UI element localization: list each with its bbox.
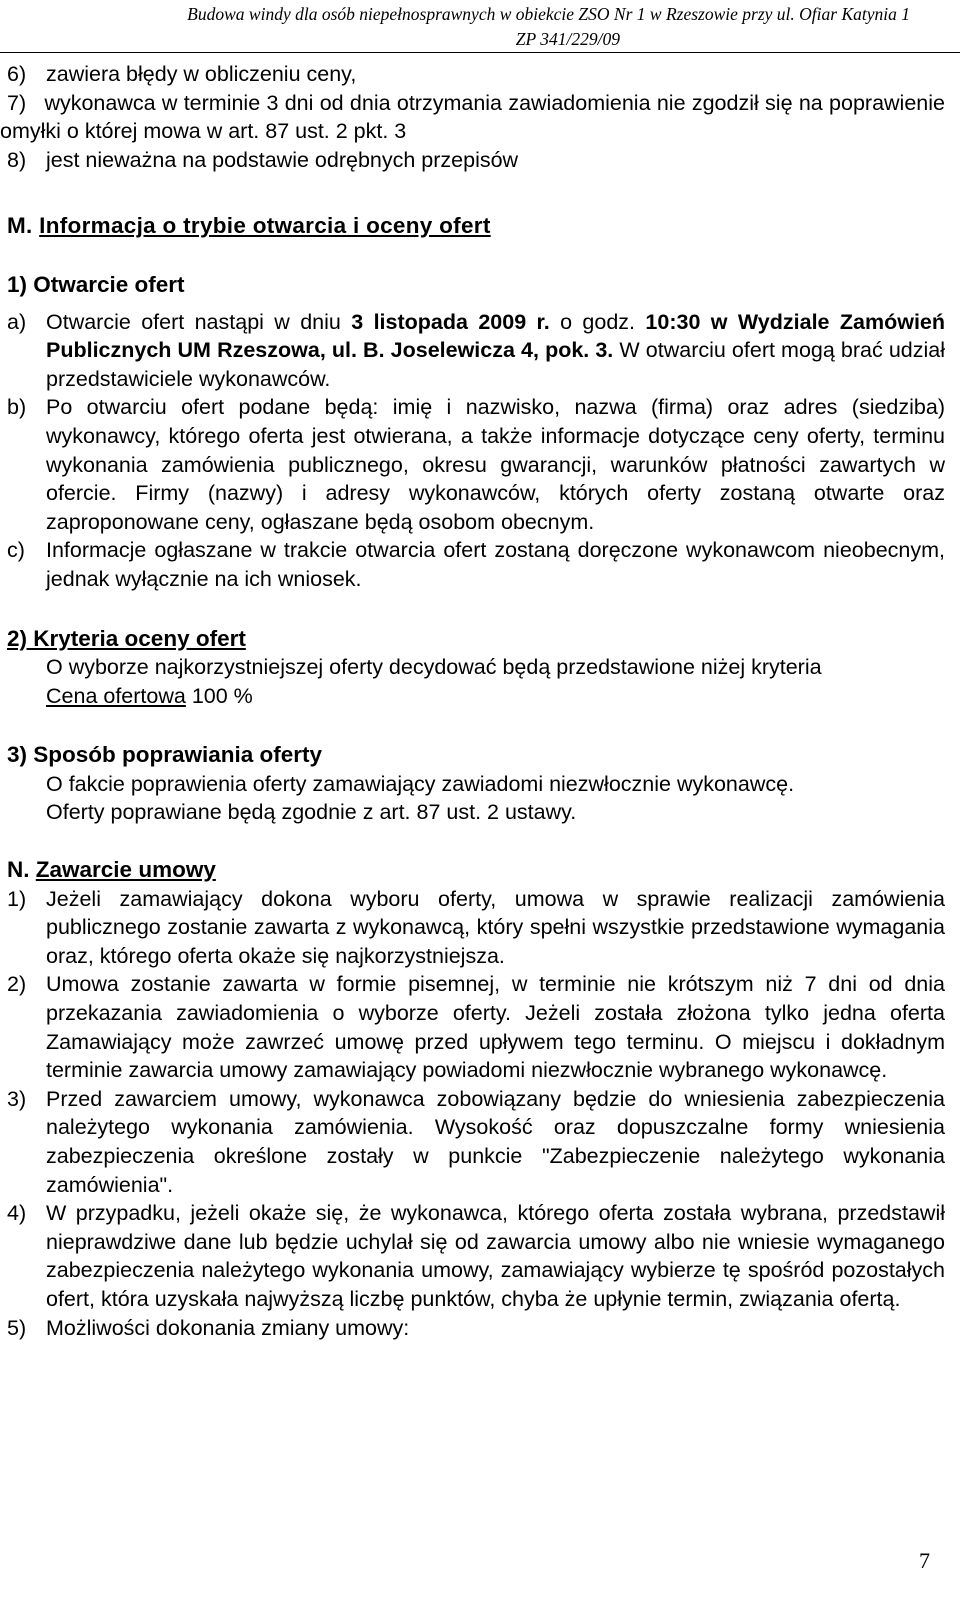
list-item xyxy=(0,1199,945,1313)
section-title: Informacja o trybie otwarcia i oceny ofert xyxy=(39,213,491,239)
header-divider xyxy=(0,52,960,53)
list-item-label: 5) xyxy=(7,1315,27,1340)
list-item xyxy=(0,1314,945,1343)
subsection-3-title: 3) Sposób poprawiania oferty xyxy=(7,742,323,768)
list-item-label: 6) xyxy=(7,62,27,86)
list-item-text: zawiera błędy w obliczeniu ceny, xyxy=(46,62,357,86)
list-item-label: 7) xyxy=(7,90,27,115)
page-number: 7 xyxy=(919,1548,930,1573)
section-title: Zawarcie umowy xyxy=(35,857,216,883)
list-item-text: Umowa zostanie zawarta w formie pisemnej, w terminie nie krótszym niż 7 dni od dnia przekazania zawiadomienia o wyborze oferty. Jeżeli została złożona tylko jedna oferta Zamawiający może zawrzeć umowę przed upływem tego terminu. O miejscu i dokładnym terminie zawarcia umowy zamawiający powiadomi niezwłocznie wybranego wykonawcę. xyxy=(46,972,945,1083)
subsection-2-title-text: 2) Kryteria oceny ofert xyxy=(7,625,246,651)
list-item-label: 1) xyxy=(7,886,27,911)
list-item-label: b) xyxy=(7,395,27,420)
list-item-text: W przypadku, jeżeli okaże się, że wykonawca, którego oferta została wybrana, przedstawił nieprawdziwe dane lub będzie uchylał się od zawarcia umowy albo nie wniesie wymaganego zabezpieczenia należytego wykonania umowy, zamawiający wybierze tę spośród pozostałych ofert, która uzyskała najwyższą liczbę punktów, chyba że upłynie termin, związania ofertą. xyxy=(46,1201,945,1311)
list-item-label: 3) xyxy=(7,1086,27,1111)
correction-line-2: Oferty poprawiane będą zgodnie z art. 87 ust. 2 ustawy. xyxy=(46,800,577,825)
list-item-text: Po otwarciu ofert podane będą: imię i nazwisko, nazwa (firma) oraz adres (siedziba) wykonawcy, którego oferta jest otwierana, a także informacje dotyczące ceny oferty, terminu wykonania zamówienia publicznego, okresu gwarancji, warunków płatności zawartych w ofercie. Firmy (nazwy) i adresy wykonawców, których oferty zostaną otwarte oraz zaproponowane ceny, ogłaszane będą osobom obecnym. xyxy=(46,395,945,534)
list-item-text: Przed zawarciem umowy, wykonawca zobowiązany będzie do wniesienia zabezpieczenia należytego wykonania zamówienia. Wysokość oraz dopuszczalne formy wniesienia zabezpieczenia określone zostały w punkcie "Zabezpieczenie należytego wykonania zamówienia". xyxy=(46,1086,945,1197)
correction-line-1: O fakcie poprawienia oferty zamawiający zawiadomi niezwłocznie wykonawcę. xyxy=(46,771,795,796)
list-item-text: Informacje ogłaszane w trakcie otwarcia ofert zostaną doręczone wykonawcom nieobecnym, jednak wyłącznie na ich wniosek. xyxy=(46,538,945,591)
list-item-label: 2) xyxy=(7,972,27,997)
section-letter: N. xyxy=(7,857,30,883)
list-item xyxy=(0,308,945,394)
list-item-text: Możliwości dokonania zmiany umowy: xyxy=(46,1315,410,1340)
list-item xyxy=(0,885,945,971)
list-item-label: c) xyxy=(7,538,25,563)
criteria-name: Cena ofertowa xyxy=(46,683,186,708)
opening-attendees: W otwarciu ofert mogą brać udział przedstawiciele wykonawców. xyxy=(46,338,946,391)
criteria-weight: 100 % xyxy=(185,683,253,708)
criteria-intro: O wyborze najkorzystniejszej oferty decydować będą przedstawione niżej kryteria xyxy=(46,655,822,680)
subsection-1-title: 1) Otwarcie ofert xyxy=(7,271,185,297)
criteria-line xyxy=(0,682,945,711)
list-item-label: 4) xyxy=(7,1201,27,1226)
list-item xyxy=(0,970,945,1084)
section-letter: M. xyxy=(7,213,33,239)
page-header xyxy=(60,2,910,52)
list-item xyxy=(0,1085,945,1199)
section-n-heading xyxy=(0,856,945,885)
list-item-label: 8) xyxy=(7,147,27,172)
opening-date: 3 listopada 2009 r. xyxy=(351,309,550,334)
list-item-text: wykonawca w terminie 3 dni od dnia otrzymania zawiadomienia nie zgodził się na poprawienie omyłki o której mowa w art. 87 ust. 2 pkt. 3 xyxy=(0,90,945,144)
opening-text-time: o godz. xyxy=(549,309,646,334)
subsection-2-title xyxy=(0,625,945,654)
list-item-text: Jeżeli zamawiający dokona wyboru oferty, umowa w sprawie realizacji zamówienia publicznego zostanie zawarta z wykonawcą, który spełni wszystkie przedstawione wymagania oraz, którego oferta okaże się najkorzystniejsza. xyxy=(46,886,945,968)
list-item xyxy=(0,393,945,536)
list-item-label: a) xyxy=(7,309,27,334)
header-title: Budowa windy dla osób niepełnosprawnych w obiekcie ZSO Nr 1 w Rzeszowie przy ul. Ofiar Katynia 1 xyxy=(187,4,910,24)
opening-place: 10:30 w Wydziale Zamówień Publicznych UM Rzeszowa, ul. B. Joselewicza 4, pok. 3. xyxy=(46,309,946,363)
list-item xyxy=(0,536,945,593)
list-item-text: jest nieważna na podstawie odrębnych przepisów xyxy=(46,147,519,172)
document-body xyxy=(0,60,945,1342)
list-item xyxy=(0,89,945,146)
section-m-heading xyxy=(0,212,945,241)
header-ref-number: ZP 341/229/09 xyxy=(515,29,620,49)
list-item xyxy=(0,60,945,89)
opening-text: Otwarcie ofert nastąpi w dniu xyxy=(46,309,352,334)
list-item xyxy=(0,146,945,175)
